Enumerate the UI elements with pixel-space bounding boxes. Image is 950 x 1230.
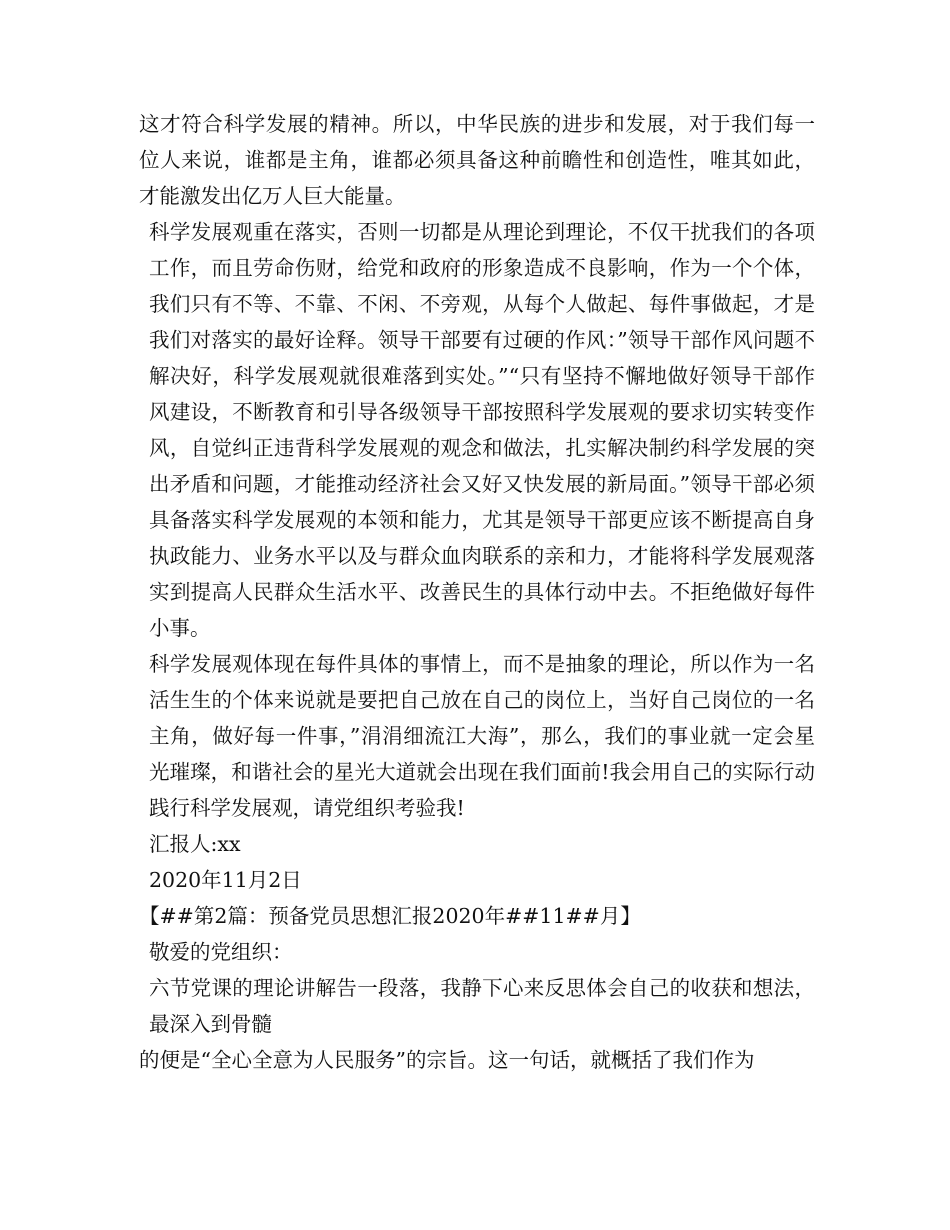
paragraph-4-line-1: 六节党课的理论讲解告一段落，我静下心来反思体会自己的收获和想法，最深入到骨髓 [149,976,815,1036]
reporter-signature: 汇报人:xx [149,832,241,856]
paragraph-2: 科学发展观重在落实，否则一切都是从理论到理论，不仅干扰我们的各项工作，而且劳命伤财，给党和政府的形象造成不良影响，作为一个个体，我们只有不等、不靠、不闲、不旁观，从每个人做起、每件事做起，才是我们对落实的最好诠释。领导干部要有过硬的作风：”领导干部作风问题不解决好，科学发展观就很难落到实处。”“只有坚持不懈地做好领导干部作风建设，不断教育和引导各级领导干部按照科学发展观的要求切实转变作风，自觉纠正违背科学发展观的观念和做法，扎实解决制约科学发展的突出矛盾和问题，才能推动经济社会又好又快发展的新局面。”领导干部必须具备落实科学发展观的本领和能力，尤其是领导干部更应该不断提高自身执政能力、业务水平以及与群众血肉联系的亲和力，才能将科学发展观落实到提高人民群众生活水平、改善民生的具体行动中去。不拒绝做好每件小事。 [149,220,815,640]
paragraph-1: 这才符合科学发展的精神。所以，中华民族的进步和发展，对于我们每一位人来说，谁都是主角，谁都必须具备这种前瞻性和创造性，唯其如此，才能激发出亿万人巨大能量。 [139,112,815,208]
section-heading: 【##第2篇：预备党员思想汇报2020年##11##月】 [139,904,641,928]
document-body [139,106,815,1078]
paragraph-3: 科学发展观体现在每件具体的事情上，而不是抽象的理论，所以作为一名活生生的个体来说就是要把自己放在自己的岗位上，当好自己岗位的一名主角，做好每一件事，”涓涓细流江大海”，那么，我们的事业就一定会星光璀璨，和谐社会的星光大道就会出现在我们面前!我会用自己的实际行动践行科学发展观，请党组织考验我! [149,652,815,820]
paragraph-4-line-2: 的便是“全心全意为人民服务”的宗旨。这一句话，就概括了我们作为 [139,1048,755,1072]
salutation: 敬爱的党组织： [149,940,293,964]
report-date: 2020年11月2日 [149,868,302,892]
